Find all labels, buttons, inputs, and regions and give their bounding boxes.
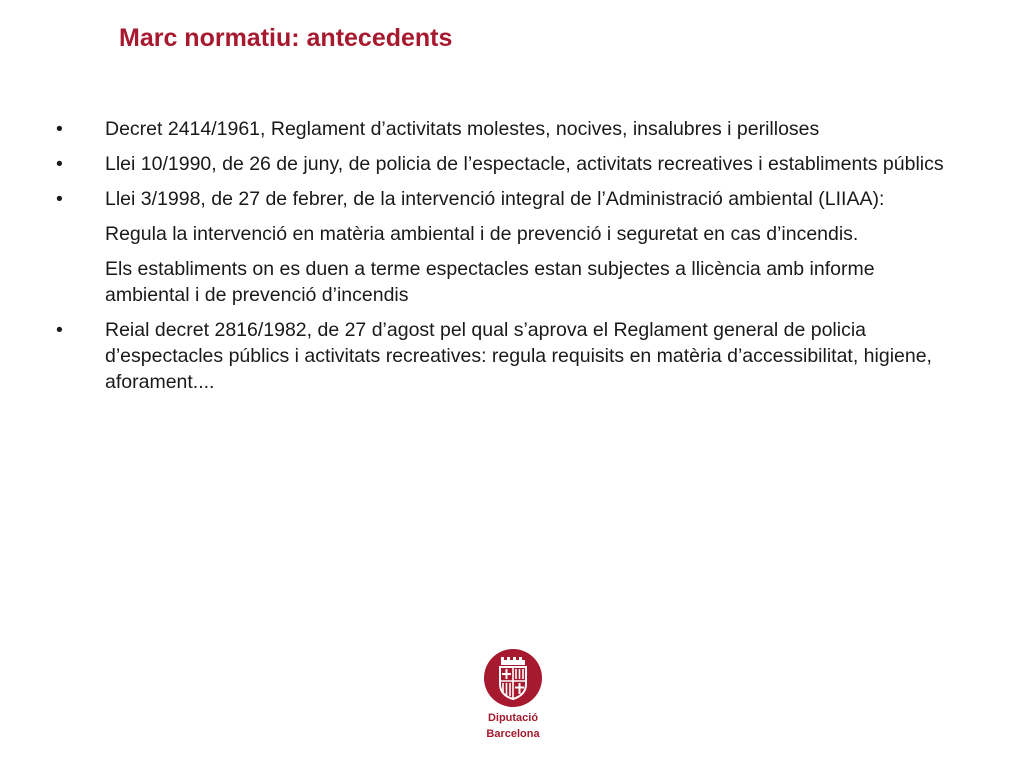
bullet-marker: • [56,188,63,210]
list-item-text: Reial decret 2816/1982, de 27 d’agost pel qual s’aprova el Reglament general de policia d’espectacles públics i activitats recreatives: regula requisits en matèria d’accessibilitat, higiene, aforament.... [105,319,932,393]
sub-paragraph: Regula la intervenció en matèria ambiental i de prevenció i seguretat en cas d’incendis. [105,223,859,245]
page-title: Marc normatiu: antecedents [119,24,453,52]
sub-paragraph: Els establiments on es duen a terme espectacles estan subjectes a llicència amb informe ambiental i de prevenció d’incendis [105,258,875,306]
list-item [50,186,950,212]
diputacio-barcelona-logo [478,648,548,740]
list-item [50,116,950,142]
list-item-text: Decret 2414/1961, Reglament d’activitats molestes, nocives, insalubres i perilloses [105,118,820,140]
logo-line-2: Barcelona [486,728,540,740]
bullet-marker: • [56,153,63,175]
list-item-text: Llei 3/1998, de 27 de febrer, de la intervenció integral de l’Administració ambiental (LIIAA): [105,188,885,210]
logo-line-1: Diputació [487,712,539,724]
bullet-marker: • [56,319,63,341]
bullet-list [50,116,950,404]
list-item [50,317,950,395]
coat-of-arms-icon [483,648,543,708]
list-item [50,151,950,177]
list-item-text: Llei 10/1990, de 26 de juny, de policia de l’espectacle, activitats recreatives i establiments públics [105,153,944,175]
bullet-marker: • [56,118,63,140]
